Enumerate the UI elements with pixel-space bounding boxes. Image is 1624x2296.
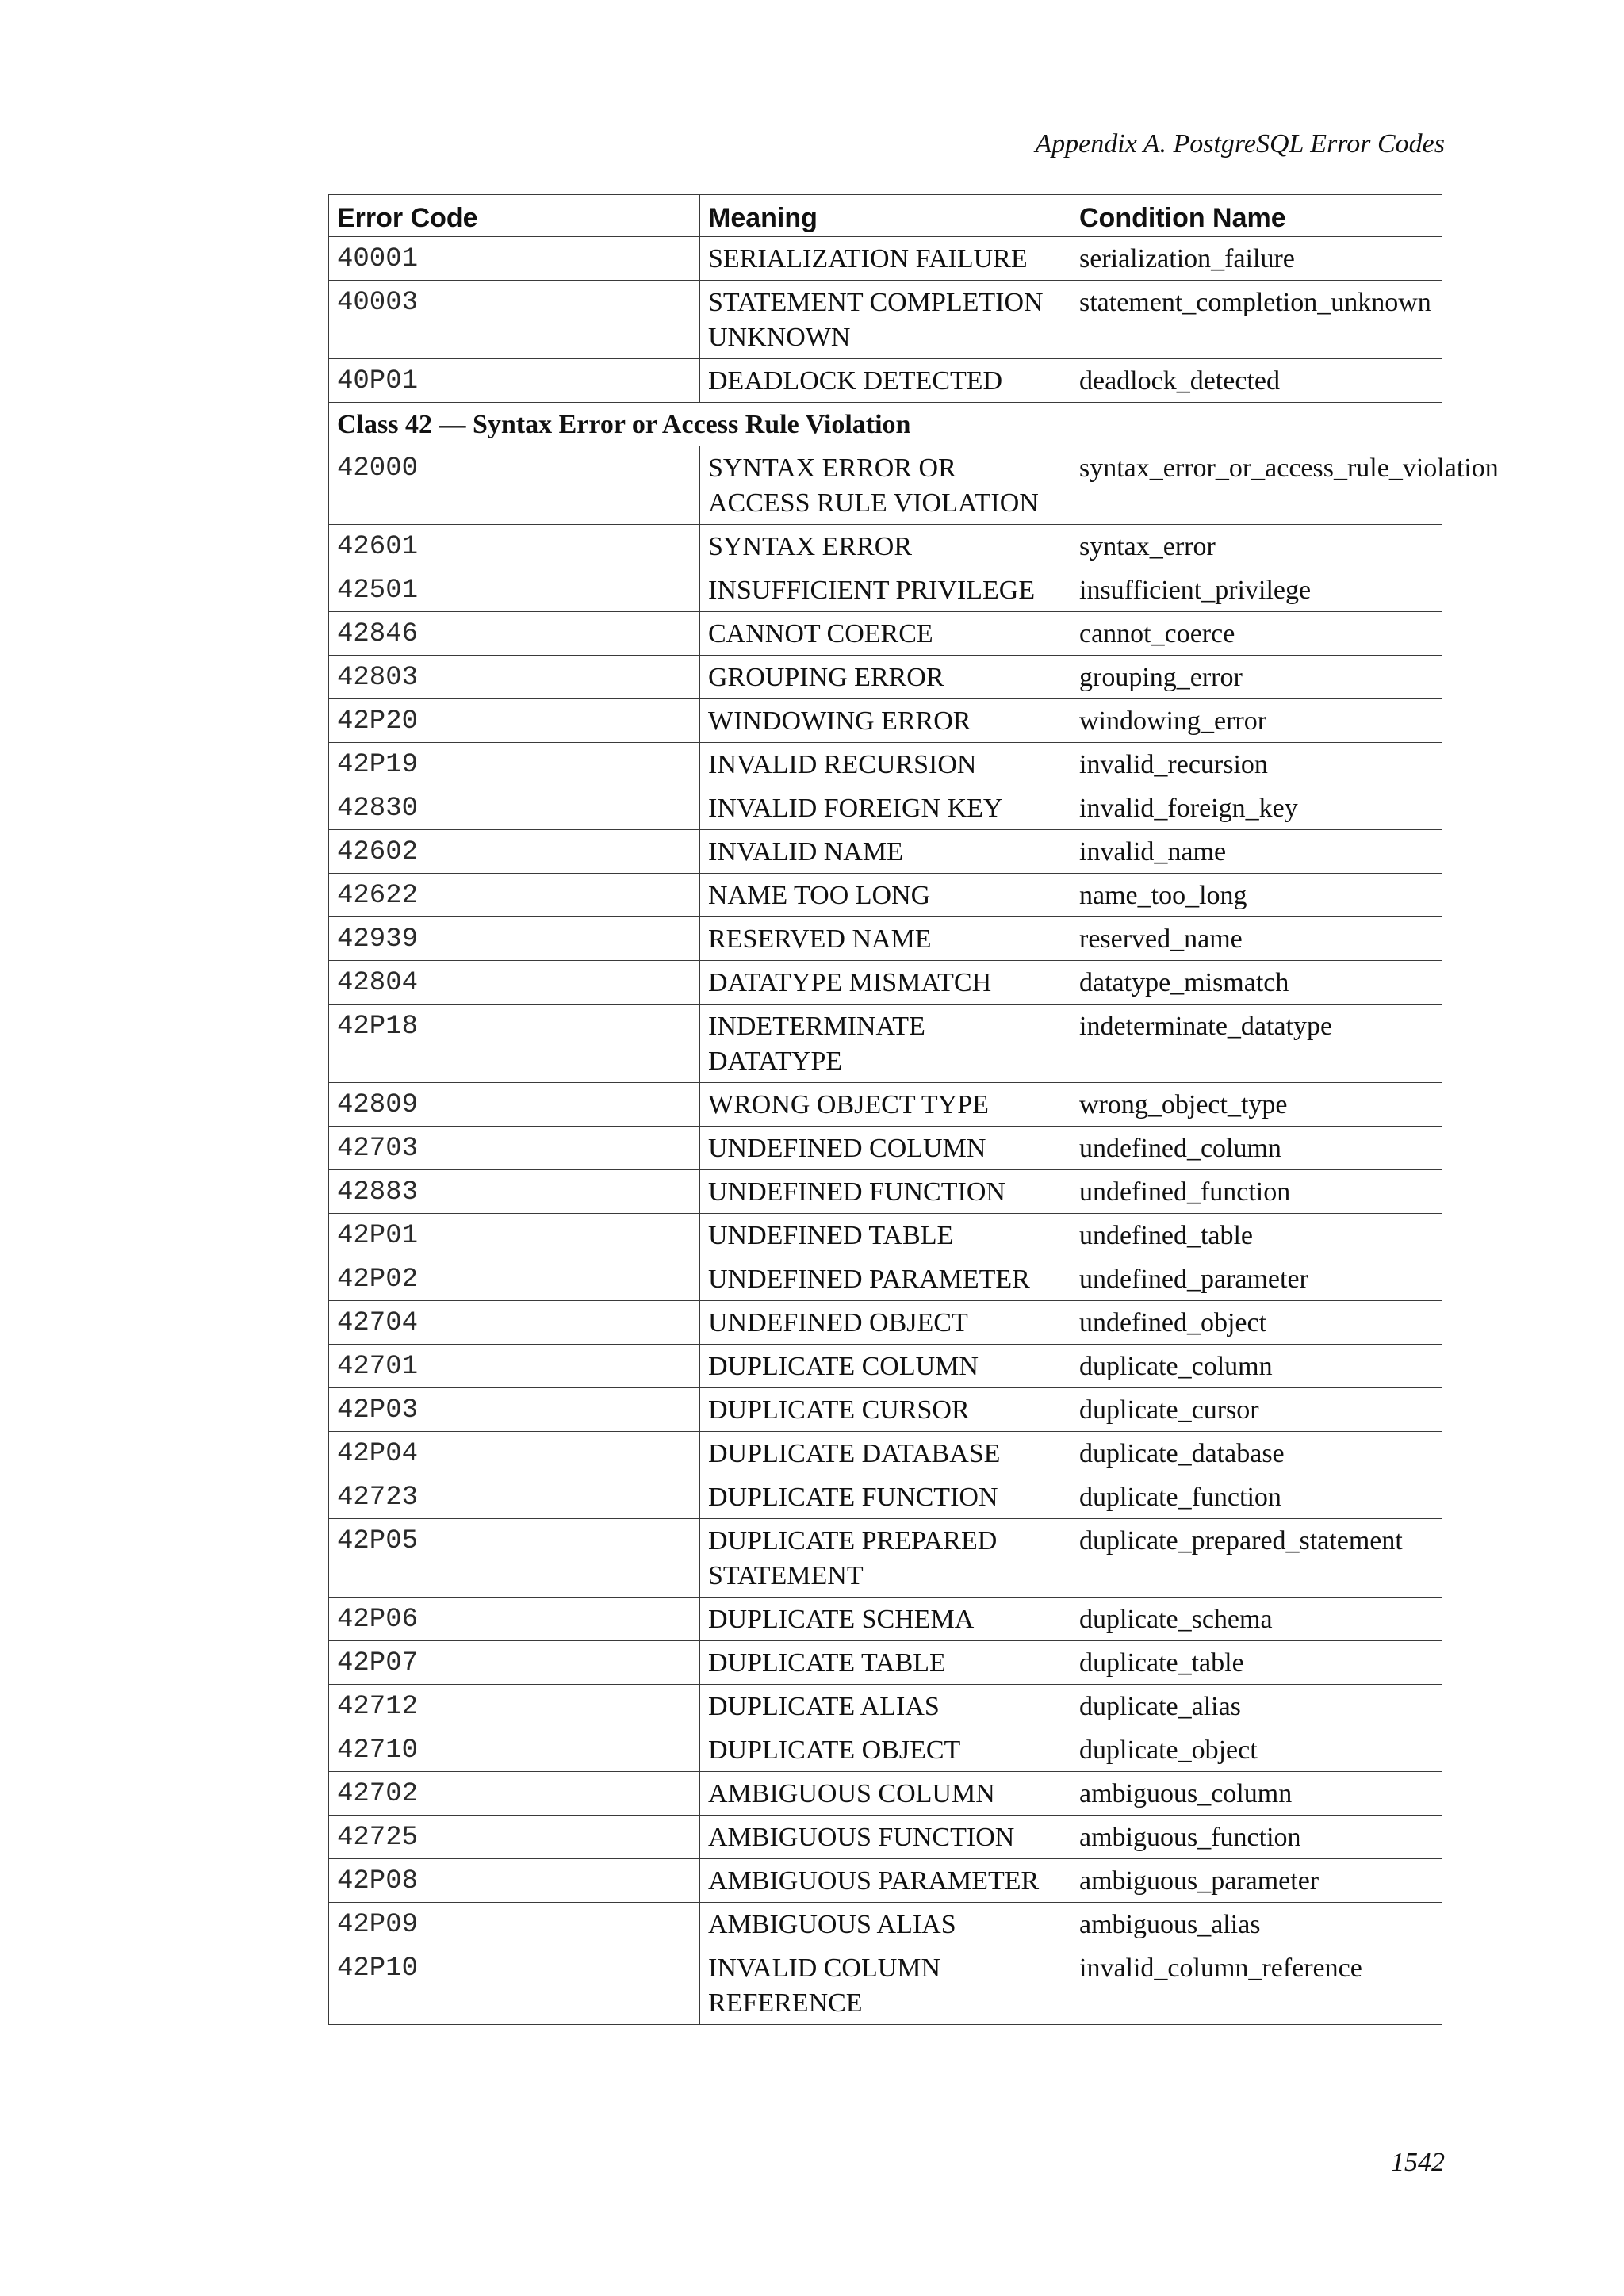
error-code-cell: 42P04 xyxy=(329,1432,700,1475)
class-heading: Class 42 — Syntax Error or Access Rule Violation xyxy=(329,403,1442,446)
error-code-cell: 42P06 xyxy=(329,1598,700,1641)
table-row xyxy=(329,1257,1442,1301)
condition-name-cell: ambiguous_function xyxy=(1071,1816,1442,1859)
condition-name-cell: undefined_object xyxy=(1071,1301,1442,1345)
table-row xyxy=(329,1772,1442,1816)
error-code-cell: 42701 xyxy=(329,1345,700,1388)
meaning-cell: AMBIGUOUS FUNCTION xyxy=(700,1816,1071,1859)
error-code-cell: 40P01 xyxy=(329,359,700,403)
table-row xyxy=(329,1475,1442,1519)
meaning-cell: DUPLICATE TABLE xyxy=(700,1641,1071,1685)
table-row xyxy=(329,359,1442,403)
meaning-cell: DUPLICATE DATABASE xyxy=(700,1432,1071,1475)
error-code-cell: 42809 xyxy=(329,1083,700,1127)
error-code-cell: 42P20 xyxy=(329,699,700,743)
condition-name-cell: duplicate_function xyxy=(1071,1475,1442,1519)
meaning-cell: RESERVED NAME xyxy=(700,917,1071,961)
meaning-cell: INVALID COLUMN REFERENCE xyxy=(700,1946,1071,2025)
error-code-cell: 42939 xyxy=(329,917,700,961)
running-header: Appendix A. PostgreSQL Error Codes xyxy=(1035,129,1445,159)
meaning-cell: DUPLICATE FUNCTION xyxy=(700,1475,1071,1519)
condition-name-cell: ambiguous_column xyxy=(1071,1772,1442,1816)
meaning-cell: AMBIGUOUS PARAMETER xyxy=(700,1859,1071,1903)
table-header xyxy=(329,195,1442,237)
condition-name-cell: ambiguous_parameter xyxy=(1071,1859,1442,1903)
error-code-cell: 42704 xyxy=(329,1301,700,1345)
meaning-cell: DUPLICATE COLUMN xyxy=(700,1345,1071,1388)
table-row xyxy=(329,961,1442,1004)
error-code-cell: 42602 xyxy=(329,830,700,874)
condition-name-cell: syntax_error_or_access_rule_violation xyxy=(1071,446,1442,525)
table-row xyxy=(329,568,1442,612)
table-row xyxy=(329,917,1442,961)
error-code-cell: 42P08 xyxy=(329,1859,700,1903)
table-row xyxy=(329,1432,1442,1475)
table-row xyxy=(329,1519,1442,1598)
error-code-cell: 42712 xyxy=(329,1685,700,1728)
condition-name-cell: reserved_name xyxy=(1071,917,1442,961)
meaning-cell: INVALID RECURSION xyxy=(700,743,1071,786)
error-code-cell: 42P03 xyxy=(329,1388,700,1432)
table-row xyxy=(329,1859,1442,1903)
table-row xyxy=(329,612,1442,656)
condition-name-cell: duplicate_alias xyxy=(1071,1685,1442,1728)
error-code-cell: 42P09 xyxy=(329,1903,700,1946)
table-row xyxy=(329,1641,1442,1685)
meaning-cell: WRONG OBJECT TYPE xyxy=(700,1083,1071,1127)
error-code-cell: 42804 xyxy=(329,961,700,1004)
table-row xyxy=(329,656,1442,699)
meaning-cell: GROUPING ERROR xyxy=(700,656,1071,699)
condition-name-cell: duplicate_schema xyxy=(1071,1598,1442,1641)
condition-name-cell: undefined_table xyxy=(1071,1214,1442,1257)
table-row xyxy=(329,1946,1442,2025)
table-row xyxy=(329,1170,1442,1214)
meaning-cell: CANNOT COERCE xyxy=(700,612,1071,656)
meaning-cell: INSUFFICIENT PRIVILEGE xyxy=(700,568,1071,612)
table-body xyxy=(329,237,1499,2025)
table-row xyxy=(329,786,1442,830)
condition-name-cell: duplicate_table xyxy=(1071,1641,1442,1685)
error-code-cell: 40001 xyxy=(329,237,700,281)
table-row xyxy=(329,1083,1442,1127)
meaning-cell: UNDEFINED TABLE xyxy=(700,1214,1071,1257)
table-row xyxy=(329,1903,1442,1946)
error-code-cell: 42601 xyxy=(329,525,700,568)
table-row xyxy=(329,1816,1442,1859)
error-code-cell: 42723 xyxy=(329,1475,700,1519)
table-row xyxy=(329,237,1442,281)
meaning-cell: UNDEFINED COLUMN xyxy=(700,1127,1071,1170)
meaning-cell: AMBIGUOUS ALIAS xyxy=(700,1903,1071,1946)
error-code-cell: 42P05 xyxy=(329,1519,700,1598)
condition-name-cell: duplicate_database xyxy=(1071,1432,1442,1475)
meaning-cell: DUPLICATE SCHEMA xyxy=(700,1598,1071,1641)
meaning-cell: UNDEFINED PARAMETER xyxy=(700,1257,1071,1301)
error-code-cell: 42703 xyxy=(329,1127,700,1170)
meaning-cell: DEADLOCK DETECTED xyxy=(700,359,1071,403)
condition-name-cell: invalid_column_reference xyxy=(1071,1946,1442,2025)
meaning-cell: NAME TOO LONG xyxy=(700,874,1071,917)
table-row xyxy=(329,1728,1442,1772)
meaning-cell: DUPLICATE OBJECT xyxy=(700,1728,1071,1772)
error-code-cell: 42000 xyxy=(329,446,700,525)
table-row xyxy=(329,281,1442,359)
condition-name-cell: duplicate_cursor xyxy=(1071,1388,1442,1432)
condition-name-cell: indeterminate_datatype xyxy=(1071,1004,1442,1083)
table-row xyxy=(329,1388,1442,1432)
error-code-cell: 42883 xyxy=(329,1170,700,1214)
condition-name-cell: invalid_name xyxy=(1071,830,1442,874)
column-header-error-code: Error Code xyxy=(329,195,700,237)
error-code-cell: 42725 xyxy=(329,1816,700,1859)
condition-name-cell: duplicate_column xyxy=(1071,1345,1442,1388)
table-row xyxy=(329,830,1442,874)
error-code-cell: 42P07 xyxy=(329,1641,700,1685)
meaning-cell: INVALID NAME xyxy=(700,830,1071,874)
condition-name-cell: name_too_long xyxy=(1071,874,1442,917)
meaning-cell: SERIALIZATION FAILURE xyxy=(700,237,1071,281)
error-code-cell: 42501 xyxy=(329,568,700,612)
page-number: 1542 xyxy=(1391,2148,1445,2177)
column-header-condition-name: Condition Name xyxy=(1071,195,1442,237)
condition-name-cell: grouping_error xyxy=(1071,656,1442,699)
error-code-cell: 42P18 xyxy=(329,1004,700,1083)
condition-name-cell: serialization_failure xyxy=(1071,237,1442,281)
error-code-cell: 42622 xyxy=(329,874,700,917)
table-row xyxy=(329,1301,1442,1345)
table-row xyxy=(329,525,1442,568)
condition-name-cell: syntax_error xyxy=(1071,525,1442,568)
meaning-cell: DUPLICATE ALIAS xyxy=(700,1685,1071,1728)
meaning-cell: AMBIGUOUS COLUMN xyxy=(700,1772,1071,1816)
meaning-cell: UNDEFINED FUNCTION xyxy=(700,1170,1071,1214)
condition-name-cell: deadlock_detected xyxy=(1071,359,1442,403)
meaning-cell: SYNTAX ERROR xyxy=(700,525,1071,568)
condition-name-cell: windowing_error xyxy=(1071,699,1442,743)
error-code-cell: 42P02 xyxy=(329,1257,700,1301)
table-row xyxy=(329,874,1442,917)
condition-name-cell: datatype_mismatch xyxy=(1071,961,1442,1004)
table-row xyxy=(329,1127,1442,1170)
table-row xyxy=(329,743,1442,786)
meaning-cell: SYNTAX ERROR OR ACCESS RULE VIOLATION xyxy=(700,446,1071,525)
error-code-cell: 42P10 xyxy=(329,1946,700,2025)
error-code-cell: 40003 xyxy=(329,281,700,359)
condition-name-cell: invalid_recursion xyxy=(1071,743,1442,786)
table-row xyxy=(329,1214,1442,1257)
table-row xyxy=(329,446,1442,525)
table-row xyxy=(329,1598,1442,1641)
meaning-cell: INDETERMINATE DATATYPE xyxy=(700,1004,1071,1083)
error-code-cell: 42702 xyxy=(329,1772,700,1816)
header-row xyxy=(329,195,1442,237)
meaning-cell: INVALID FOREIGN KEY xyxy=(700,786,1071,830)
error-code-cell: 42846 xyxy=(329,612,700,656)
table-row xyxy=(329,1345,1442,1388)
condition-name-cell: invalid_foreign_key xyxy=(1071,786,1442,830)
error-code-cell: 42P01 xyxy=(329,1214,700,1257)
condition-name-cell: insufficient_privilege xyxy=(1071,568,1442,612)
table-row xyxy=(329,699,1442,743)
condition-name-cell: undefined_parameter xyxy=(1071,1257,1442,1301)
error-code-cell: 42710 xyxy=(329,1728,700,1772)
meaning-cell: WINDOWING ERROR xyxy=(700,699,1071,743)
condition-name-cell: cannot_coerce xyxy=(1071,612,1442,656)
error-code-cell: 42803 xyxy=(329,656,700,699)
condition-name-cell: undefined_function xyxy=(1071,1170,1442,1214)
column-header-meaning: Meaning xyxy=(700,195,1071,237)
error-code-cell: 42P19 xyxy=(329,743,700,786)
meaning-cell: UNDEFINED OBJECT xyxy=(700,1301,1071,1345)
meaning-cell: DUPLICATE CURSOR xyxy=(700,1388,1071,1432)
error-codes-table xyxy=(328,194,1499,2025)
condition-name-cell: statement_completion_unknown xyxy=(1071,281,1442,359)
condition-name-cell: duplicate_object xyxy=(1071,1728,1442,1772)
meaning-cell: DATATYPE MISMATCH xyxy=(700,961,1071,1004)
table-row xyxy=(329,1685,1442,1728)
error-code-cell: 42830 xyxy=(329,786,700,830)
condition-name-cell: duplicate_prepared_statement xyxy=(1071,1519,1442,1598)
class-heading-row xyxy=(329,403,1442,446)
meaning-cell: DUPLICATE PREPARED STATEMENT xyxy=(700,1519,1071,1598)
condition-name-cell: wrong_object_type xyxy=(1071,1083,1442,1127)
table-row xyxy=(329,1004,1442,1083)
condition-name-cell: undefined_column xyxy=(1071,1127,1442,1170)
meaning-cell: STATEMENT COMPLETION UNKNOWN xyxy=(700,281,1071,359)
condition-name-cell: ambiguous_alias xyxy=(1071,1903,1442,1946)
